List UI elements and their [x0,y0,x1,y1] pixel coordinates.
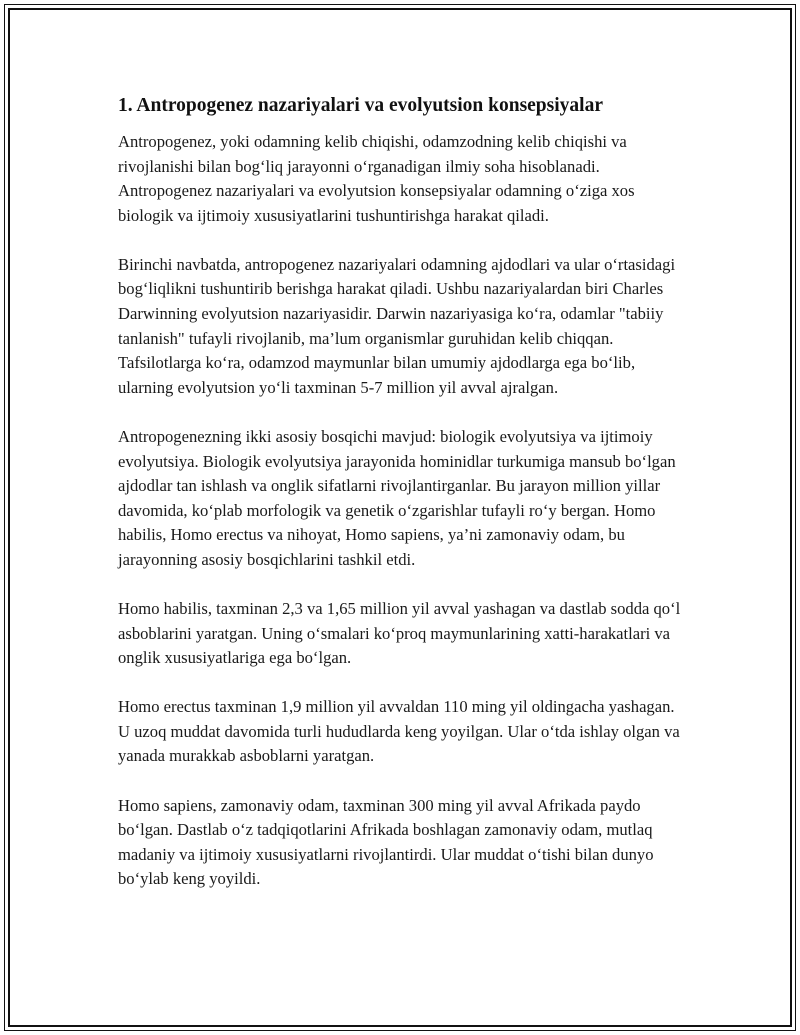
document-body [118,93,690,916]
paragraph-homo-habilis: Homo habilis, taxminan 2,3 va 1,65 million yil avval yashagan va dastlab sodda qo‘l asboblarini yaratgan. Uning o‘smalari ko‘proq maymunlarining xatti-harakatlari va onglik xususiyatlariga ega bo‘lgan. [118,599,681,668]
paragraph-homo-erectus: Homo erectus taxminan 1,9 million yil avvaldan 110 ming yil oldingacha yashagan. U uzoq muddat davomida turli hududlarda keng yoyilgan. Ular o‘tda ishlay olgan va yanada murakkab asboblarni yaratgan. [118,697,680,766]
paragraph-theories: Birinchi navbatda, antropogenez nazariyalari odamning ajdodlari va ular o‘rtasidagi bog‘liqlikni tushuntirib berishga harakat qiladi. Ushbu nazariyalardan biri Charles Darwinning evolyutsion nazariyasidir. Darwin nazariyasiga ko‘ra, odamlar "tabiiy tanlanish" tufayli rivojlanib, ma’lum organismlar guruhidan kelib chiqqan. Tafsilotlarga ko‘ra, odamzod maymunlar bilan umumiy ajdodlarga ega bo‘lib, ularning evolyutsion yo‘li taxminan 5-7 million yil avval ajralgan. [118,254,676,397]
paragraph-homo-sapiens: Homo sapiens, zamonaviy odam, taxminan 300 ming yil avval Afrikada paydo bo‘lgan. Dastlab o‘z tadqiqotlarini Afrikada boshlagan zamonaviy odam, mutlaq madaniy va ijtimoiy xususiyatlarni rivojlantirdi. Ular muddat o‘tishi bilan dunyo bo‘ylab keng yoyildi. [118,795,654,889]
paragraph-stages: Antropogenezning ikki asosiy bosqichi mavjud: biologik evolyutsiya va ijtimoiy evolyutsiya. Biologik evolyutsiya jarayonida hominidlar turkumiga mansub bo‘lgan ajdodlar tan ishlash va onglik sifatlarni rivojlantirganlar. Bu jarayon million yillar davomida, ko‘plab morfologik va genetik o‘zgarishlar tufayli ro‘y bergan. Homo habilis, Homo erectus va nihoyat, Homo sapiens, ya’ni zamonaviy odam, bu jarayonning asosiy bosqichlarini tashkil etdi. [118,426,676,569]
paragraph-intro: Antropogenez, yoki odamning kelib chiqishi, odamzodning kelib chiqishi va rivojlanishi bilan bog‘liq jarayonni o‘rganadigan ilmiy soha hisoblanadi. Antropogenez nazariyalari va evolyutsion konsepsiyalar odamning o‘ziga xos biologik va ijtimoiy xususiyatlarini tushuntirishga harakat qiladi. [118,132,635,225]
document-title: 1. Antropogenez nazariyalari va evolyutsion konsepsiyalar [118,95,603,116]
